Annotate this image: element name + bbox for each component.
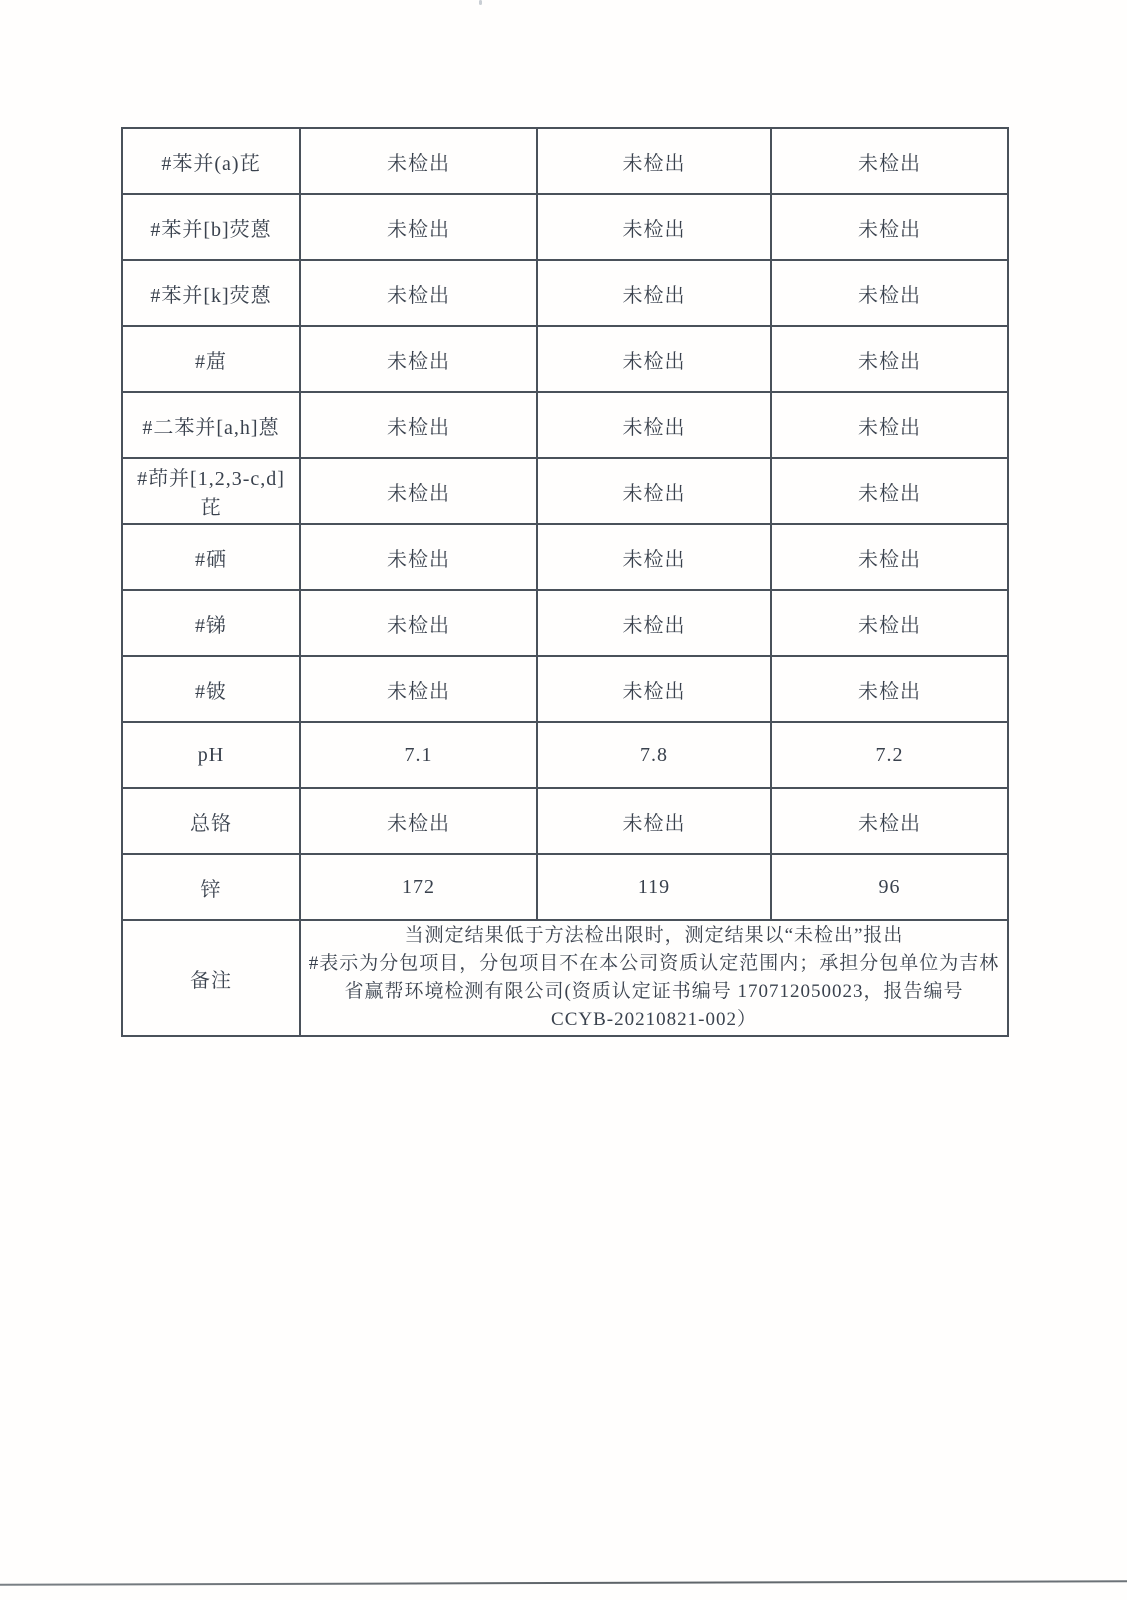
remarks-line-2: #表示为分包项目，分包项目不在本公司资质认定范围内；承担分包单位为吉林: [308, 953, 1000, 974]
parameter-cell: pH: [122, 722, 300, 788]
value-cell: 未检出: [771, 392, 1008, 458]
parameter-cell: #䓛: [122, 326, 300, 392]
remarks-content-cell: [300, 920, 1008, 1036]
table-row: [122, 656, 1008, 722]
value-cell: 96: [771, 854, 1008, 920]
value-cell: 未检出: [300, 194, 537, 260]
page-scan-edge-line: [0, 1580, 1127, 1586]
results-table: [121, 127, 1009, 1037]
remarks-label-cell: 备注: [122, 920, 300, 1036]
value-cell: 未检出: [300, 656, 537, 722]
parameter-cell: 总铬: [122, 788, 300, 854]
table-row: [122, 458, 1008, 524]
table-row: [122, 854, 1008, 920]
table-row: [122, 524, 1008, 590]
parameter-cell: #苯并[b]荧蒽: [122, 194, 300, 260]
value-cell: 未检出: [300, 524, 537, 590]
value-cell: 未检出: [300, 788, 537, 854]
value-cell: 未检出: [300, 326, 537, 392]
value-cell: 未检出: [300, 392, 537, 458]
table-row: [122, 788, 1008, 854]
table-row: [122, 722, 1008, 788]
scan-speck: [479, 0, 482, 5]
value-cell: 未检出: [771, 788, 1008, 854]
remarks-row: [122, 920, 1008, 1036]
value-cell: 未检出: [537, 656, 771, 722]
value-cell: 119: [537, 854, 771, 920]
parameter-cell: 锌: [122, 854, 300, 920]
value-cell: 未检出: [771, 524, 1008, 590]
parameter-cell: #苯并[k]荧蒽: [122, 260, 300, 326]
parameter-cell: #苯并(a)芘: [122, 128, 300, 194]
value-cell: 未检出: [771, 128, 1008, 194]
value-cell: 7.8: [537, 722, 771, 788]
value-cell: 未检出: [771, 260, 1008, 326]
value-cell: 未检出: [300, 590, 537, 656]
remarks-line-4: CCYB-20210821-002）: [551, 1009, 757, 1030]
value-cell: 未检出: [771, 656, 1008, 722]
table-row: [122, 194, 1008, 260]
value-cell: 未检出: [771, 326, 1008, 392]
value-cell: 172: [300, 854, 537, 920]
value-cell: 未检出: [537, 788, 771, 854]
value-cell: 未检出: [537, 392, 771, 458]
value-cell: 未检出: [537, 128, 771, 194]
table-row: [122, 392, 1008, 458]
value-cell: 未检出: [771, 194, 1008, 260]
table-row: [122, 326, 1008, 392]
value-cell: 未检出: [300, 458, 537, 524]
parameter-cell: #铍: [122, 656, 300, 722]
value-cell: 未检出: [300, 260, 537, 326]
table-row: [122, 260, 1008, 326]
parameter-cell: #二苯并[a,h]蒽: [122, 392, 300, 458]
remarks-line-3: 省赢帮环境检测有限公司(资质认定证书编号 170712050023，报告编号: [344, 981, 964, 1002]
parameter-cell: #硒: [122, 524, 300, 590]
parameter-cell: #锑: [122, 590, 300, 656]
table-row: [122, 590, 1008, 656]
value-cell: 未检出: [537, 590, 771, 656]
table-row: [122, 128, 1008, 194]
value-cell: 未检出: [537, 260, 771, 326]
value-cell: 未检出: [771, 590, 1008, 656]
parameter-cell: #茚并[1,2,3-c,d]芘: [122, 458, 300, 524]
value-cell: 未检出: [537, 326, 771, 392]
remarks-line-1: 当测定结果低于方法检出限时，测定结果以“未检出”报出: [404, 925, 904, 946]
value-cell: 未检出: [300, 128, 537, 194]
value-cell: 未检出: [771, 458, 1008, 524]
value-cell: 7.2: [771, 722, 1008, 788]
value-cell: 未检出: [537, 194, 771, 260]
value-cell: 未检出: [537, 524, 771, 590]
value-cell: 7.1: [300, 722, 537, 788]
value-cell: 未检出: [537, 458, 771, 524]
